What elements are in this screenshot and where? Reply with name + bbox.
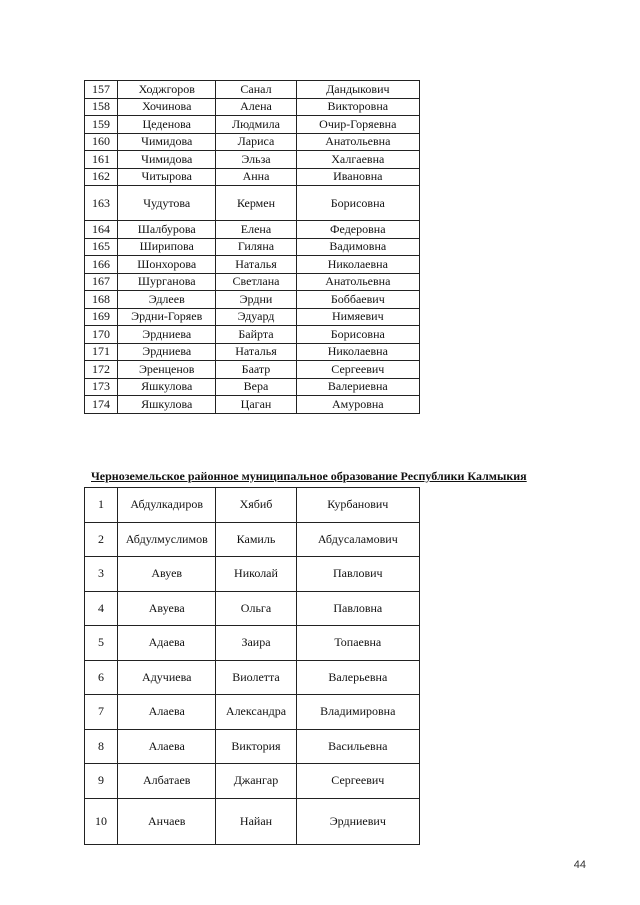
row-number-cell: 10 [85,798,118,844]
surname-cell: Албатаев [118,764,216,799]
surname-cell: Эренценов [118,361,216,379]
surname-cell: Читырова [118,168,216,186]
patronymic-cell: Боббаевич [296,291,419,309]
row-number-cell: 168 [85,291,118,309]
patronymic-cell: Дандыкович [296,81,419,99]
row-number-cell: 172 [85,361,118,379]
first-name-cell: Виктория [216,729,296,764]
patronymic-cell: Анатольевна [296,273,419,291]
surname-cell: Эрдниева [118,343,216,361]
first-name-cell: Камиль [216,522,296,557]
table-row [85,522,420,557]
row-number-cell: 9 [85,764,118,799]
patronymic-cell: Владимировна [296,695,419,730]
surname-cell: Чимидова [118,133,216,151]
row-number-cell: 171 [85,343,118,361]
table-row [85,660,420,695]
surname-cell: Эдлеев [118,291,216,309]
first-name-cell: Наталья [216,343,296,361]
row-number-cell: 174 [85,396,118,414]
table-row [85,98,420,116]
surname-cell: Чимидова [118,151,216,169]
row-number-cell: 5 [85,626,118,661]
table-row [85,273,420,291]
first-name-cell: Цаган [216,396,296,414]
patronymic-cell: Борисовна [296,186,419,221]
row-number-cell: 166 [85,256,118,274]
patronymic-cell: Николаевна [296,343,419,361]
personnel-table-2 [84,487,420,845]
first-name-cell: Елена [216,221,296,239]
first-name-cell: Алена [216,98,296,116]
first-name-cell: Людмила [216,116,296,134]
row-number-cell: 4 [85,591,118,626]
table-row [85,168,420,186]
first-name-cell: Наталья [216,256,296,274]
personnel-table-1 [84,80,420,414]
table-row [85,798,420,844]
patronymic-cell: Топаевна [296,626,419,661]
first-name-cell: Джангар [216,764,296,799]
first-name-cell: Заира [216,626,296,661]
patronymic-cell: Сергеевич [296,764,419,799]
table-row [85,221,420,239]
first-name-cell: Ольга [216,591,296,626]
first-name-cell: Баатр [216,361,296,379]
row-number-cell: 1 [85,488,118,523]
section-title: Черноземельское районное муниципальное образование Республики Калмыкия [91,469,527,483]
row-number-cell: 159 [85,116,118,134]
row-number-cell: 167 [85,273,118,291]
row-number-cell: 165 [85,238,118,256]
patronymic-cell: Павлович [296,557,419,592]
table-row [85,396,420,414]
patronymic-cell: Абдусаламович [296,522,419,557]
patronymic-cell: Борисовна [296,326,419,344]
first-name-cell: Лариса [216,133,296,151]
row-number-cell: 169 [85,308,118,326]
row-number-cell: 6 [85,660,118,695]
patronymic-cell: Ивановна [296,168,419,186]
surname-cell: Абдулмуслимов [118,522,216,557]
surname-cell: Цеденова [118,116,216,134]
row-number-cell: 173 [85,378,118,396]
table-row [85,378,420,396]
row-number-cell: 157 [85,81,118,99]
table-row [85,626,420,661]
table-row [85,308,420,326]
surname-cell: Шонхорова [118,256,216,274]
patronymic-cell: Валериевна [296,378,419,396]
patronymic-cell: Викторовна [296,98,419,116]
surname-cell: Алаева [118,695,216,730]
surname-cell: Авуева [118,591,216,626]
surname-cell: Ходжгоров [118,81,216,99]
patronymic-cell: Эрдниевич [296,798,419,844]
surname-cell: Анчаев [118,798,216,844]
row-number-cell: 158 [85,98,118,116]
row-number-cell: 7 [85,695,118,730]
table-row [85,186,420,221]
row-number-cell: 3 [85,557,118,592]
table-row [85,81,420,99]
patronymic-cell: Васильевна [296,729,419,764]
table-row [85,291,420,309]
page-number: 44 [573,859,586,871]
patronymic-cell: Курбанович [296,488,419,523]
patronymic-cell: Очир-Горяевна [296,116,419,134]
patronymic-cell: Нимяевич [296,308,419,326]
table-row [85,361,420,379]
first-name-cell: Байрта [216,326,296,344]
surname-cell: Алаева [118,729,216,764]
patronymic-cell: Николаевна [296,256,419,274]
table-row [85,238,420,256]
surname-cell: Хочинова [118,98,216,116]
surname-cell: Адаева [118,626,216,661]
surname-cell: Яшкулова [118,378,216,396]
surname-cell: Эрдни-Горяев [118,308,216,326]
patronymic-cell: Амуровна [296,396,419,414]
row-number-cell: 2 [85,522,118,557]
first-name-cell: Эдуард [216,308,296,326]
table-row [85,695,420,730]
row-number-cell: 161 [85,151,118,169]
row-number-cell: 162 [85,168,118,186]
first-name-cell: Эльза [216,151,296,169]
table-row [85,557,420,592]
table-row [85,151,420,169]
first-name-cell: Анна [216,168,296,186]
first-name-cell: Кермен [216,186,296,221]
patronymic-cell: Анатольевна [296,133,419,151]
first-name-cell: Николай [216,557,296,592]
row-number-cell: 170 [85,326,118,344]
table-row [85,591,420,626]
table-row [85,343,420,361]
table-row [85,488,420,523]
first-name-cell: Хябиб [216,488,296,523]
surname-cell: Эрдниева [118,326,216,344]
first-name-cell: Вера [216,378,296,396]
first-name-cell: Санал [216,81,296,99]
patronymic-cell: Федеровна [296,221,419,239]
surname-cell: Яшкулова [118,396,216,414]
patronymic-cell: Халгаевна [296,151,419,169]
surname-cell: Авуев [118,557,216,592]
row-number-cell: 160 [85,133,118,151]
surname-cell: Чудутова [118,186,216,221]
first-name-cell: Александра [216,695,296,730]
first-name-cell: Светлана [216,273,296,291]
table-row [85,764,420,799]
table-row [85,116,420,134]
row-number-cell: 164 [85,221,118,239]
first-name-cell: Найан [216,798,296,844]
row-number-cell: 8 [85,729,118,764]
first-name-cell: Эрдни [216,291,296,309]
first-name-cell: Виолетта [216,660,296,695]
table-row [85,256,420,274]
table-row [85,326,420,344]
row-number-cell: 163 [85,186,118,221]
patronymic-cell: Сергеевич [296,361,419,379]
table-row [85,729,420,764]
first-name-cell: Гиляна [216,238,296,256]
patronymic-cell: Валерьевна [296,660,419,695]
surname-cell: Абдулкадиров [118,488,216,523]
surname-cell: Адучиева [118,660,216,695]
table-row [85,133,420,151]
surname-cell: Шурганова [118,273,216,291]
surname-cell: Шалбурова [118,221,216,239]
patronymic-cell: Павловна [296,591,419,626]
patronymic-cell: Вадимовна [296,238,419,256]
surname-cell: Ширипова [118,238,216,256]
